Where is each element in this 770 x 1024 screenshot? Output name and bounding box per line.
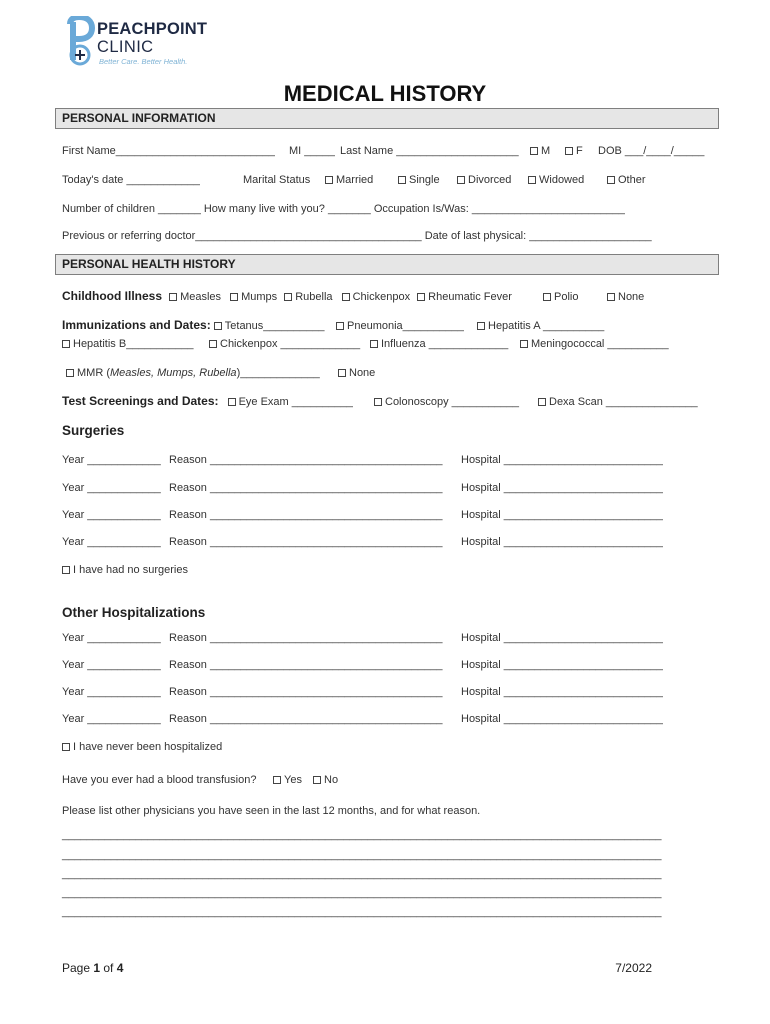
imm-hepatitis-a-option[interactable]	[477, 320, 604, 332]
logo-name-line2: CLINIC	[97, 38, 154, 56]
option-label: Colonoscopy ___________	[385, 396, 519, 408]
checkbox[interactable]	[374, 398, 382, 406]
childhood-illness-label: Childhood Illness	[62, 289, 163, 303]
hospitalization-reason-field[interactable]: Reason ______________________________________	[169, 713, 443, 725]
option-label: Other	[618, 174, 646, 186]
no-surgeries-option[interactable]	[62, 564, 188, 576]
hospitalization-year-field[interactable]: Year ____________	[62, 659, 161, 671]
imm-hepatitis-b-option[interactable]	[62, 338, 193, 350]
checkbox[interactable]	[169, 293, 177, 301]
option-label: Widowed	[539, 174, 585, 186]
option-label: MMR (	[77, 367, 110, 379]
colon-separator: :	[206, 318, 211, 332]
childhood-measles-option[interactable]	[169, 291, 221, 303]
marital-married-option[interactable]	[325, 174, 373, 186]
checkbox[interactable]	[607, 293, 615, 301]
logo-name-line1: PEACHPOINT	[97, 20, 208, 38]
option-label: Polio	[554, 291, 579, 303]
option-label: Mumps	[241, 291, 278, 303]
childhood-chickenpox-option[interactable]	[342, 291, 410, 303]
physicians-line-3[interactable]: __________________________________________________________________________________________________	[62, 868, 662, 880]
option-label: Divorced	[468, 174, 512, 186]
option-label: I have never been hospitalized	[73, 741, 223, 753]
transfusion-yes-option[interactable]	[273, 774, 302, 786]
mmr-detail: Measles, Mumps, Rubella	[110, 367, 237, 379]
checkbox[interactable]	[565, 147, 573, 155]
sex-m-option[interactable]	[530, 145, 550, 157]
page-of: of	[100, 961, 117, 975]
imm-none-option[interactable]	[338, 367, 375, 379]
revision-date: 7/2022	[615, 961, 652, 975]
option-label: Single	[409, 174, 440, 186]
option-label: Measles	[180, 291, 222, 303]
option-label: Yes	[284, 774, 302, 786]
imm-pneumonia-option[interactable]	[336, 320, 464, 332]
checkbox[interactable]	[338, 369, 346, 377]
physicians-prompt: Please list other physicians you have seen in the last 12 months, and for what reason.	[62, 805, 481, 817]
hospitalization-reason-field[interactable]: Reason ______________________________________	[169, 659, 443, 671]
marital-status-label: Marital Status	[243, 174, 311, 186]
option-label: Eye Exam __________	[238, 396, 353, 408]
transfusion-question: Have you ever had a blood transfusion?	[62, 774, 257, 786]
immunizations-row-1	[62, 318, 324, 332]
last-name-field[interactable]: Last Name ____________________	[340, 145, 519, 157]
childhood-illness-row	[62, 289, 512, 303]
option-label: None	[618, 291, 645, 303]
surgeries-heading: Surgeries	[62, 423, 125, 438]
dob-field[interactable]: DOB ___/____/_____	[598, 145, 705, 157]
referring-doctor-line[interactable]: Previous or referring doctor_____________________________________ Date of last physical: ____________________	[62, 230, 652, 242]
surgery-reason-field[interactable]: Reason ______________________________________	[169, 482, 443, 494]
option-label: Dexa Scan _______________	[549, 396, 698, 408]
checkbox[interactable]	[273, 776, 281, 784]
surgery-reason-field[interactable]: Reason ______________________________________	[169, 536, 443, 548]
childhood-rubella-option[interactable]	[284, 291, 332, 303]
checkbox[interactable]	[336, 322, 344, 330]
hospitalization-year-field[interactable]: Year ____________	[62, 686, 161, 698]
marital-single-option[interactable]	[398, 174, 440, 186]
hospitalization-year-field[interactable]: Year ____________	[62, 632, 161, 644]
imm-tetanus-option[interactable]	[214, 320, 325, 332]
section-personal-health-history: PERSONAL HEALTH HISTORY	[55, 254, 719, 275]
checkbox[interactable]	[209, 340, 217, 348]
physicians-line-2[interactable]: __________________________________________________________________________________________________	[62, 849, 662, 861]
checkbox[interactable]	[342, 293, 350, 301]
surgery-reason-field[interactable]: Reason ______________________________________	[169, 454, 443, 466]
hospitalization-year-field[interactable]: Year ____________	[62, 713, 161, 725]
hospitalization-reason-field[interactable]: Reason ______________________________________	[169, 686, 443, 698]
page-current: 1	[93, 961, 101, 975]
todays-date-field[interactable]: Today's date ____________	[62, 174, 200, 186]
hospitalization-hospital-field[interactable]: Hospital __________________________	[461, 659, 663, 671]
surgery-year-field[interactable]: Year ____________	[62, 454, 161, 466]
immunizations-label: Immunizations and Dates	[62, 318, 207, 332]
option-label: Rheumatic Fever	[428, 291, 512, 303]
surgery-year-field[interactable]: Year ____________	[62, 509, 161, 521]
surgery-year-field[interactable]: Year ____________	[62, 482, 161, 494]
checkbox[interactable]	[313, 776, 321, 784]
checkbox[interactable]	[62, 566, 70, 574]
checkbox[interactable]	[457, 176, 465, 184]
checkbox[interactable]	[543, 293, 551, 301]
imm-chickenpox-option[interactable]	[209, 338, 360, 350]
checkbox[interactable]	[520, 340, 528, 348]
hospitalizations-heading: Other Hospitalizations	[62, 605, 206, 620]
checkbox[interactable]	[66, 369, 74, 377]
imm-mmr-option[interactable]	[66, 367, 320, 379]
surgery-year-field[interactable]: Year ____________	[62, 536, 161, 548]
childhood-rheumatic-fever-option[interactable]	[417, 291, 512, 303]
option-label: Influenza _____________	[381, 338, 509, 350]
checkbox[interactable]	[325, 176, 333, 184]
section-personal-information: PERSONAL INFORMATION	[55, 108, 719, 129]
sex-f-option[interactable]	[565, 145, 583, 157]
option-label: Hepatitis A __________	[488, 320, 605, 332]
option-label: Chickenpox _____________	[220, 338, 361, 350]
screenings-row	[62, 394, 353, 408]
screenings-label: Test Screenings and Dates:	[62, 394, 219, 408]
marital-widowed-option[interactable]	[528, 174, 584, 186]
page-prefix: Page	[62, 961, 94, 975]
option-label: None	[349, 367, 376, 379]
page-total: 4	[116, 961, 124, 975]
checkbox[interactable]	[607, 176, 615, 184]
transfusion-no-option[interactable]	[313, 774, 338, 786]
marital-divorced-option[interactable]	[457, 174, 511, 186]
option-label: Meningococcal __________	[531, 338, 669, 350]
physicians-line-1[interactable]: __________________________________________________________________________________________________	[62, 829, 662, 841]
checkbox[interactable]	[214, 322, 222, 330]
surgery-hospital-field[interactable]: Hospital __________________________	[461, 454, 663, 466]
mi-field[interactable]: MI _____	[289, 145, 335, 157]
never-hospitalized-option[interactable]	[62, 741, 222, 753]
option-label: Chickenpox	[352, 291, 411, 303]
childhood-none-option[interactable]	[607, 291, 644, 303]
imm-meningococcal-option[interactable]	[520, 338, 669, 350]
option-label: No	[324, 774, 339, 786]
first-name-field[interactable]: First Name__________________________	[62, 145, 275, 157]
sex-m-label: M	[541, 145, 551, 157]
hospitalization-reason-field[interactable]: Reason ______________________________________	[169, 632, 443, 644]
hospitalization-hospital-field[interactable]: Hospital __________________________	[461, 686, 663, 698]
logo-tagline: Better Care. Better Health.	[99, 57, 188, 66]
checkbox[interactable]	[530, 147, 538, 155]
hospitalization-hospital-field[interactable]: Hospital __________________________	[461, 713, 663, 725]
children-occupation-line[interactable]: Number of children _______ How many live with you? _______ Occupation Is/Was: _________________________	[62, 203, 625, 215]
surgery-hospital-field[interactable]: Hospital __________________________	[461, 509, 663, 521]
surgery-hospital-field[interactable]: Hospital __________________________	[461, 482, 663, 494]
checkbox[interactable]	[417, 293, 425, 301]
marital-other-option[interactable]	[607, 174, 646, 186]
option-label: Tetanus__________	[224, 320, 325, 332]
imm-influenza-option[interactable]	[370, 338, 508, 350]
hospitalization-hospital-field[interactable]: Hospital __________________________	[461, 632, 663, 644]
option-label: Pneumonia__________	[347, 320, 464, 332]
mmr-blank: )_____________	[236, 367, 320, 379]
checkbox[interactable]	[398, 176, 406, 184]
checkbox[interactable]	[228, 398, 236, 406]
surgery-reason-field[interactable]: Reason ______________________________________	[169, 509, 443, 521]
checkbox[interactable]	[62, 340, 70, 348]
scr-eye-exam-option[interactable]	[228, 396, 353, 408]
checkbox[interactable]	[538, 398, 546, 406]
option-label: Hepatitis B___________	[73, 338, 194, 350]
checkbox[interactable]	[528, 176, 536, 184]
checkbox[interactable]	[62, 743, 70, 751]
page-number	[62, 961, 123, 975]
physicians-line-5[interactable]: __________________________________________________________________________________________________	[62, 906, 662, 918]
childhood-mumps-option[interactable]	[230, 291, 277, 303]
checkbox[interactable]	[370, 340, 378, 348]
checkbox[interactable]	[477, 322, 485, 330]
physicians-line-4[interactable]: __________________________________________________________________________________________________	[62, 887, 662, 899]
sex-f-label: F	[576, 145, 583, 157]
childhood-polio-option[interactable]	[543, 291, 578, 303]
page-title: MEDICAL HISTORY	[283, 81, 487, 106]
option-label: Rubella	[295, 291, 333, 303]
surgery-hospital-field[interactable]: Hospital __________________________	[461, 536, 663, 548]
logo-mark-icon	[66, 16, 98, 70]
scr-dexa-option[interactable]	[538, 396, 698, 408]
clinic-logo	[66, 16, 226, 72]
option-label: Married	[336, 174, 374, 186]
scr-colonoscopy-option[interactable]	[374, 396, 519, 408]
option-label: I have had no surgeries	[73, 564, 188, 576]
checkbox[interactable]	[230, 293, 238, 301]
checkbox[interactable]	[284, 293, 292, 301]
